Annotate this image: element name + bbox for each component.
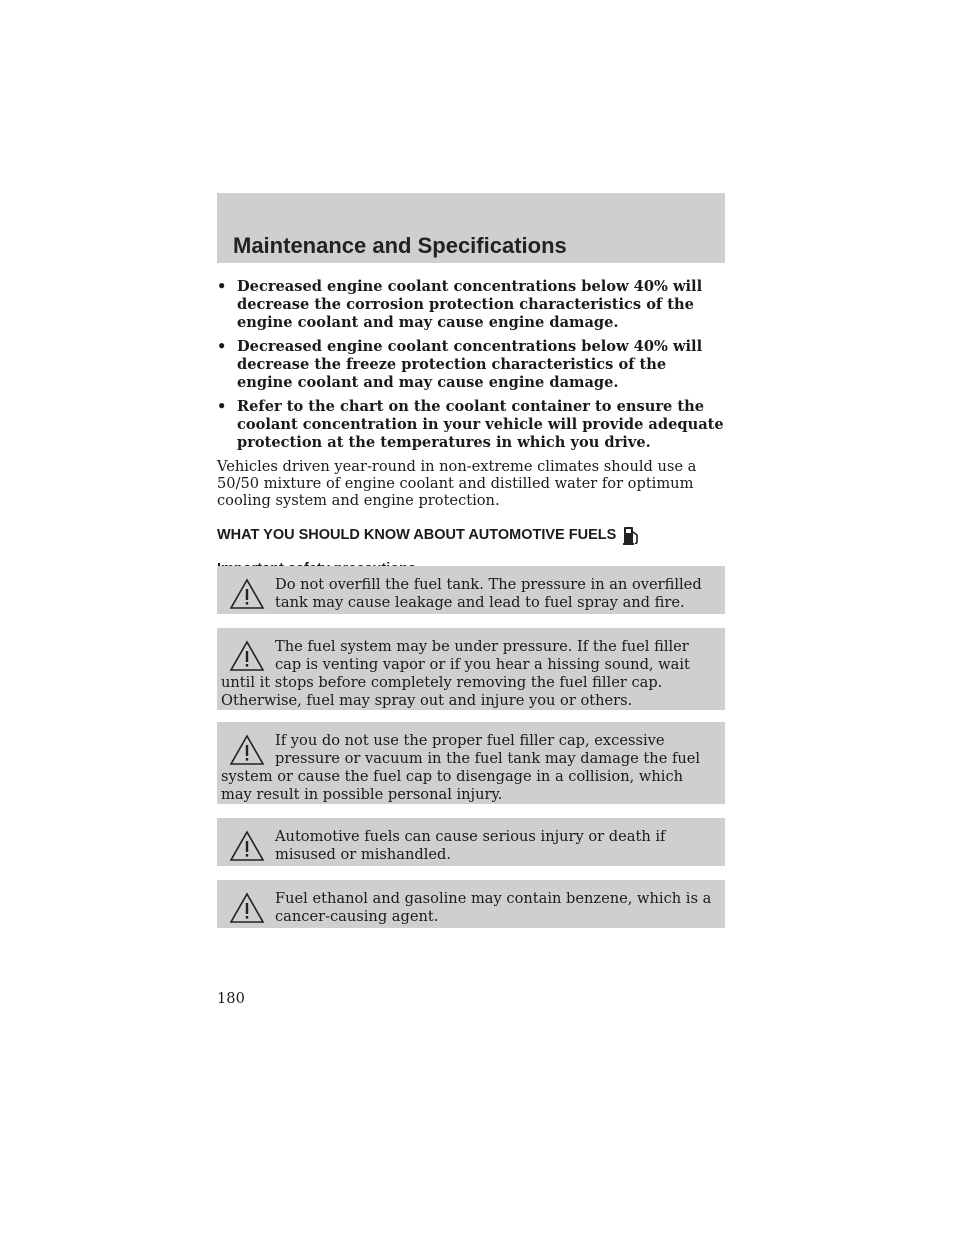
list-item-text: Refer to the chart on the coolant container to ensure the coolant concentration in your vehicle will provide adequate protection at the temperatures in which you drive. xyxy=(237,398,724,451)
warning-text: If you do not use the proper fuel filler cap, excessive pressure or vacuum in the fuel tank may damage the fuel system or cause the fuel cap to disengage in a collision, which may result in possible personal injury. xyxy=(221,732,701,803)
warning-triangle-icon xyxy=(229,734,265,766)
warning-box xyxy=(217,566,725,614)
list-item: • Decreased engine coolant concentrations below 40% will decrease the freeze protection characteristics of the engine coolant and may cause engine damage. xyxy=(217,338,725,392)
list-item-text: Decreased engine coolant concentrations below 40% will decrease the corrosion protection characteristics of the engine coolant and may cause engine damage. xyxy=(237,278,703,331)
warning-text: Do not overfill the fuel tank. The pressure in an overfilled tank may cause leakage and lead to fuel spray and fire. xyxy=(275,576,702,611)
page-number: 180 xyxy=(217,990,245,1007)
section-title-text: WHAT YOU SHOULD KNOW ABOUT AUTOMOTIVE FUELS xyxy=(217,527,617,543)
page-header-title: Maintenance and Specifications xyxy=(233,233,567,258)
warning-triangle-icon xyxy=(229,578,265,610)
warning-box xyxy=(217,818,725,866)
body-paragraph: Vehicles driven year-round in non-extreme climates should use a 50/50 mixture of engine coolant and distilled water for optimum cooling system and engine protection. xyxy=(217,458,697,509)
section-title xyxy=(217,524,725,546)
warning-box xyxy=(217,880,725,928)
fuel-pump-icon xyxy=(622,524,640,546)
main-content xyxy=(217,278,725,577)
list-item: • Refer to the chart on the coolant container to ensure the coolant concentration in your vehicle will provide adequate protection at the temperatures in which you drive. xyxy=(217,398,724,451)
warning-text: Fuel ethanol and gasoline may contain benzene, which is a cancer-causing agent. xyxy=(275,890,712,925)
list-item-text: Decreased engine coolant concentrations below 40% will decrease the freeze protection characteristics of the engine coolant and may cause engine damage. xyxy=(237,338,703,391)
warning-text: Automotive fuels can cause serious injury or death if misused or mishandled. xyxy=(275,828,666,863)
warning-box xyxy=(217,722,725,804)
warning-text: The fuel system may be under pressure. If the fuel filler cap is venting vapor or if you hear a hissing sound, wait until it stops before completely removing the fuel filler cap. Otherwise, fuel may spray out and injure you or others. xyxy=(221,638,690,709)
page-header xyxy=(217,193,725,263)
warning-triangle-icon xyxy=(229,892,265,924)
warning-triangle-icon xyxy=(229,640,265,672)
list-item: • Decreased engine coolant concentrations below 40% will decrease the corrosion protection characteristics of the engine coolant and may cause engine damage. xyxy=(217,278,725,332)
warning-triangle-icon xyxy=(229,830,265,862)
warning-box xyxy=(217,628,725,710)
